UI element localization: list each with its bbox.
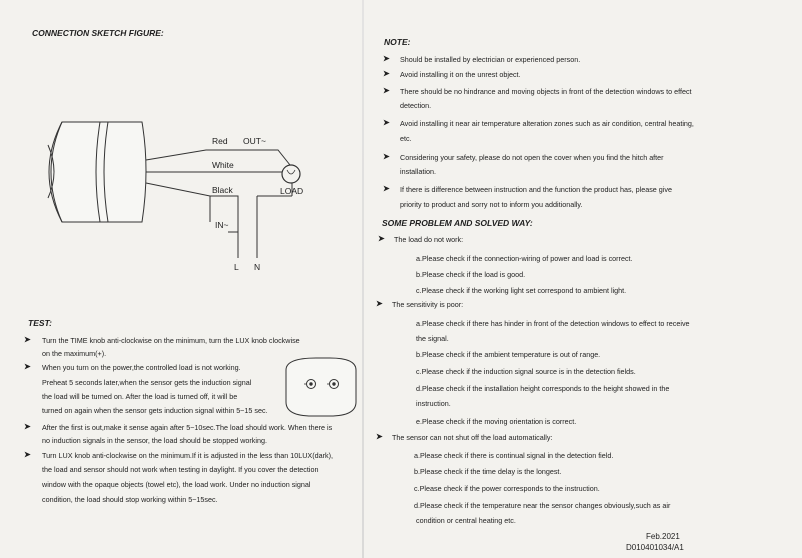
problem-line: a.Please check if there has hinder in front of the detection windows to effect to receive [416,319,690,328]
note-line: detection. [400,101,432,110]
test-line: turned on again when the sensor gets induction signal within 5~15 sec. [42,406,268,415]
bullet-arrow-icon: ➤ [378,234,385,243]
test-line: the load and sensor should not work when testing in daylight. If you cover the detection [42,465,319,474]
problem-heading: The sensitivity is poor: [392,300,464,309]
footer-code: D010401034/A1 [626,543,684,552]
note-line: priority to product and sorry not to inform you additionally. [400,200,583,209]
problem-heading: The load do not work: [394,235,464,244]
white-wire-label: White [212,160,234,170]
test-line: window with the opaque objects (towel etc), the load work. Under no induction signal [42,480,311,489]
bullet-arrow-icon: ➤ [383,86,390,95]
knob-panel-icon [286,358,356,416]
note-line: If there is difference between instruction and the function the product has, please give [400,185,672,194]
n-terminal-label: N [254,262,261,272]
problem-line: a.Please check if the connection-wiring of power and load is correct. [416,254,633,263]
bullet-arrow-icon: ➤ [376,299,383,308]
bullet-arrow-icon: ➤ [24,422,31,431]
problem-heading: The sensor can not shut off the load automatically: [392,433,553,442]
note-line: Avoid installing it near air temperature alteration zones such as air condition, central heating, [400,119,694,128]
test-line: Turn LUX knob anti-clockwise on the minimum.If it is adjusted in the less than 10LUX(dark), [42,451,333,460]
note-line: Should be installed by electrician or experienced person. [400,55,581,64]
bullet-arrow-icon: ➤ [383,69,390,78]
test-line: the load will be turned on. After the load is turned off, it will be [42,392,238,401]
note-line: installation. [400,167,436,176]
test-line: Turn the TIME knob anti-clockwise on the minimum, turn the LUX knob clockwise [42,336,300,345]
sensor-body [48,122,146,222]
bullet-arrow-icon: ➤ [383,152,390,161]
problem-line: b.Please check if the ambient temperature is out of range. [416,350,601,359]
black-wire-label: Black [212,185,233,195]
test-line: condition, the load should stop working within 5~15sec. [42,495,218,504]
problem-line: b.Please check if the time delay is the longest. [414,467,562,476]
test-title: TEST: [28,318,52,328]
problem-line: b.Please check if the load is good. [416,270,526,279]
test-line: on the maximum(+). [42,349,107,358]
footer-date: Feb.2021 [646,532,680,541]
bullet-arrow-icon: ➤ [24,450,31,459]
red-wire-label: Red [212,136,228,146]
test-line: no induction signals in the sensor, the load should be stopped working. [42,436,267,445]
test-line: After the first is out,make it sense again after 5~10sec.The load should work. When there is [42,423,333,432]
note-line: There should be no hindrance and moving objects in front of the detection windows to effect [400,87,692,96]
note-title: NOTE: [384,37,411,47]
problems-title: SOME PROBLEM AND SOLVED WAY: [382,218,533,228]
sketch-title: CONNECTION SKETCH FIGURE: [32,28,164,38]
bullet-arrow-icon: ➤ [376,432,383,441]
problem-line: condition or central heating etc. [416,516,516,525]
problem-line: d.Please check if the temperature near the sensor changes obviously,such as air [414,501,671,510]
problem-line: a.Please check if there is continual signal in the detection field. [414,451,614,460]
problem-line: instruction. [416,399,451,408]
note-line: etc. [400,134,412,143]
problem-line: c.Please check if the working light set correspond to ambient light. [416,286,627,295]
bullet-arrow-icon: ➤ [383,118,390,127]
note-line: Avoid installing it on the unrest object. [400,70,521,79]
problem-line: c.Please check if the power corresponds to the instruction. [414,484,600,493]
bullet-arrow-icon: ➤ [24,362,31,371]
out-terminal-label: OUT~ [243,136,266,146]
test-line: When you turn on the power,the controlled load is not working. [42,363,241,372]
bullet-arrow-icon: ➤ [383,54,390,63]
bullet-arrow-icon: ➤ [24,335,31,344]
note-line: Considering your safety, please do not open the cover when you find the hitch after [400,153,664,162]
in-terminal-label: IN~ [215,220,229,230]
load-bulb-icon [282,165,300,183]
l-terminal-label: L [234,262,239,272]
problem-line: c.Please check if the induction signal source is in the detection fields. [416,367,636,376]
load-label: LOAD [280,186,304,196]
problem-line: e.Please check if the moving orientation is correct. [416,417,577,426]
test-line: Preheat 5 seconds later,when the sensor gets the induction signal [42,378,252,387]
bullet-arrow-icon: ➤ [383,184,390,193]
problem-line: the signal. [416,334,449,343]
problem-line: d.Please check if the installation height corresponds to the height showed in the [416,384,670,393]
